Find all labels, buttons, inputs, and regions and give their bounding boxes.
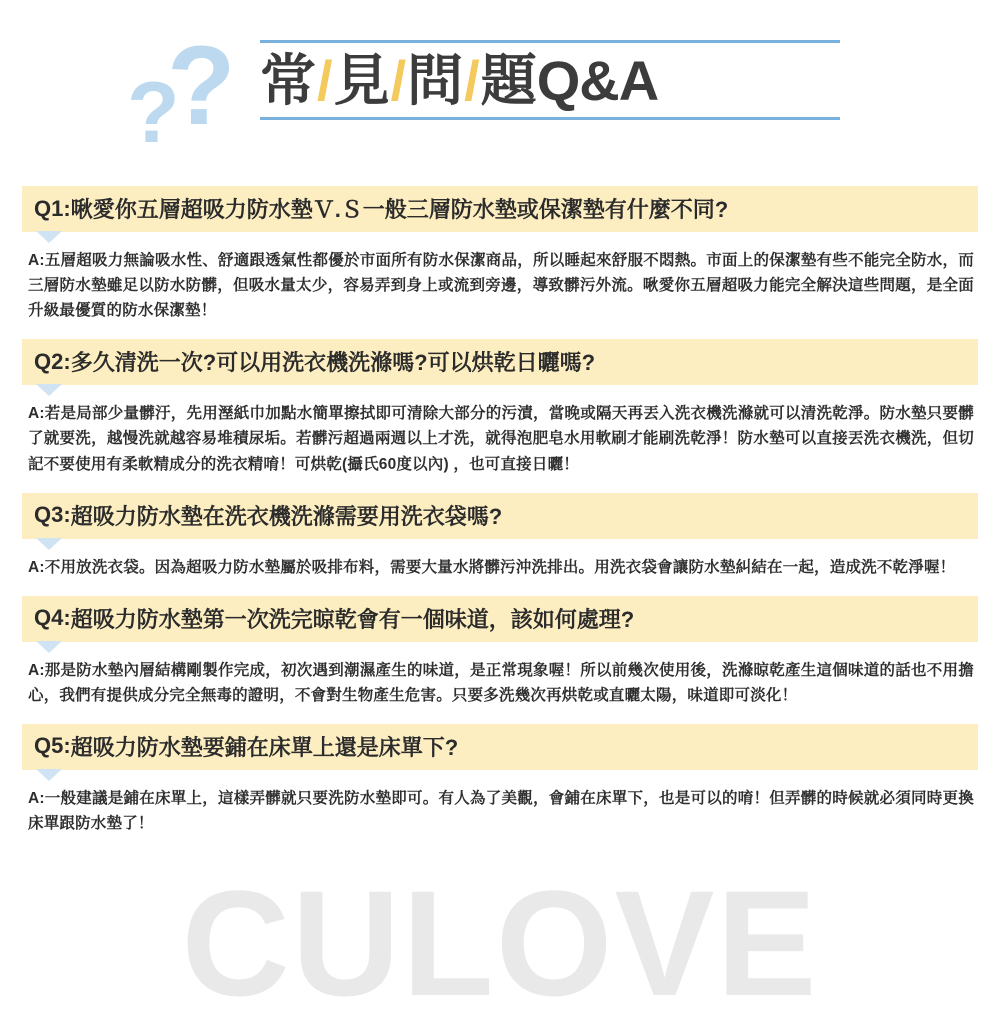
faq-list: [22, 186, 978, 836]
title-char-4: 題: [480, 49, 537, 112]
title-rule-top: [260, 40, 840, 43]
answer-text-5: A:一般建議是鋪在床單上，這樣弄髒就只要洗防水墊即可。有人為了美觀，會鋪在床單下，也是可以的唷！但弄髒的時候就必須同時更換床單跟防水墊了！: [28, 789, 974, 833]
title-sep-3: /: [464, 49, 480, 112]
title-char-2: 見: [333, 49, 390, 112]
question-bar-4[interactable]: [22, 596, 978, 642]
title-sep-1: /: [317, 49, 333, 112]
question-bar-3[interactable]: [22, 493, 978, 539]
question-text-3: 超吸力防水墊在洗衣機洗滌需要用洗衣袋嗎?: [70, 503, 503, 529]
answer-text-1: A:五層超吸力無論吸水性、舒適跟透氣性都優於市面所有防水保潔商品，所以睡起來舒服不悶熱。市面上的保潔墊有些不能完全防水，而三層防水墊雖足以防水防髒，但吸水量太少，容易弄到身上或流到旁邊，導致髒污外流。啾愛你五層超吸力能完全解決這些問題，是全面升級最優質的防水保潔墊！: [28, 252, 974, 320]
page-header: [22, 0, 978, 180]
faq-item-1: [22, 186, 978, 323]
question-label-3: Q3:: [34, 502, 71, 528]
answer-text-2: A:若是局部少量髒汙，先用溼紙巾加點水簡單擦拭即可清除大部分的污漬，當晚或隔天再丟入洗衣機洗滌就可以清洗乾淨。防水墊只要髒了就要洗，越慢洗就越容易堆積尿垢。若髒污超過兩週以上才洗，就得泡肥皂水用軟刷才能刷洗乾淨！防水墊可以直接丟洗衣機洗，但切記不要使用有柔軟精成分的洗衣精唷！可烘乾(攝氏60度以內) ，也可直接日曬！: [28, 405, 974, 473]
faq-item-3: [22, 493, 978, 580]
title-char-1: 常: [260, 49, 316, 112]
question-mark-large-icon: ?: [167, 23, 236, 148]
question-label-1: Q1:: [34, 195, 71, 221]
question-label-5: Q5:: [34, 733, 71, 759]
question-pointer-5: [36, 769, 62, 781]
question-pointer-3: [36, 538, 62, 550]
question-mark-small-icon: ?: [127, 65, 180, 161]
watermark-text: CULOVE: [181, 859, 819, 1027]
title-char-3: 問: [407, 49, 464, 112]
faq-item-2: [22, 339, 978, 476]
title-suffix: Q&A: [536, 49, 659, 112]
question-pointer-2: [36, 384, 62, 396]
faq-item-4: [22, 596, 978, 708]
question-text-2: 多久清洗一次?可以用洗衣機洗滌嗎?可以烘乾日曬嗎?: [70, 350, 596, 376]
answer-text-3: A:不用放洗衣袋。因為超吸力防水墊屬於吸排布料，需要大量水將髒污沖洗排出。用洗衣袋會讓防水墊糾結在一起，造成洗不乾淨喔！: [28, 558, 956, 576]
answer-text-4: A:那是防水墊內層結構剛製作完成，初次遇到潮濕產生的味道，是正常現象喔！所以前幾次使用後，洗滌晾乾產生這個味道的話也不用擔心，我們有提供成分完全無毒的證明，不會對生物產生危害。只要多洗幾次再烘乾或直曬太陽，味道即可淡化！: [28, 661, 974, 704]
question-pointer-1: [36, 231, 62, 243]
question-text-4: 超吸力防水墊第一次洗完晾乾會有一個味道，該如何處理?: [70, 606, 635, 632]
question-text-1: 啾愛你五層超吸力防水墊Ｖ.Ｓ一般三層防水墊或保潔墊有什麼不同?: [70, 197, 729, 222]
faq-item-5: [22, 724, 978, 836]
question-label-2: Q2:: [34, 348, 71, 374]
question-bar-1[interactable]: [22, 186, 978, 232]
question-label-4: Q4:: [34, 605, 71, 631]
question-bar-5[interactable]: [22, 724, 978, 770]
question-pointer-4: [36, 641, 62, 653]
page-title: [260, 49, 860, 113]
title-rule-bottom: [260, 117, 840, 120]
page-title-block: [260, 40, 860, 120]
question-text-5: 超吸力防水墊要鋪在床單上還是床單下?: [70, 734, 459, 760]
question-bar-2[interactable]: [22, 339, 978, 385]
title-sep-2: /: [390, 49, 407, 112]
